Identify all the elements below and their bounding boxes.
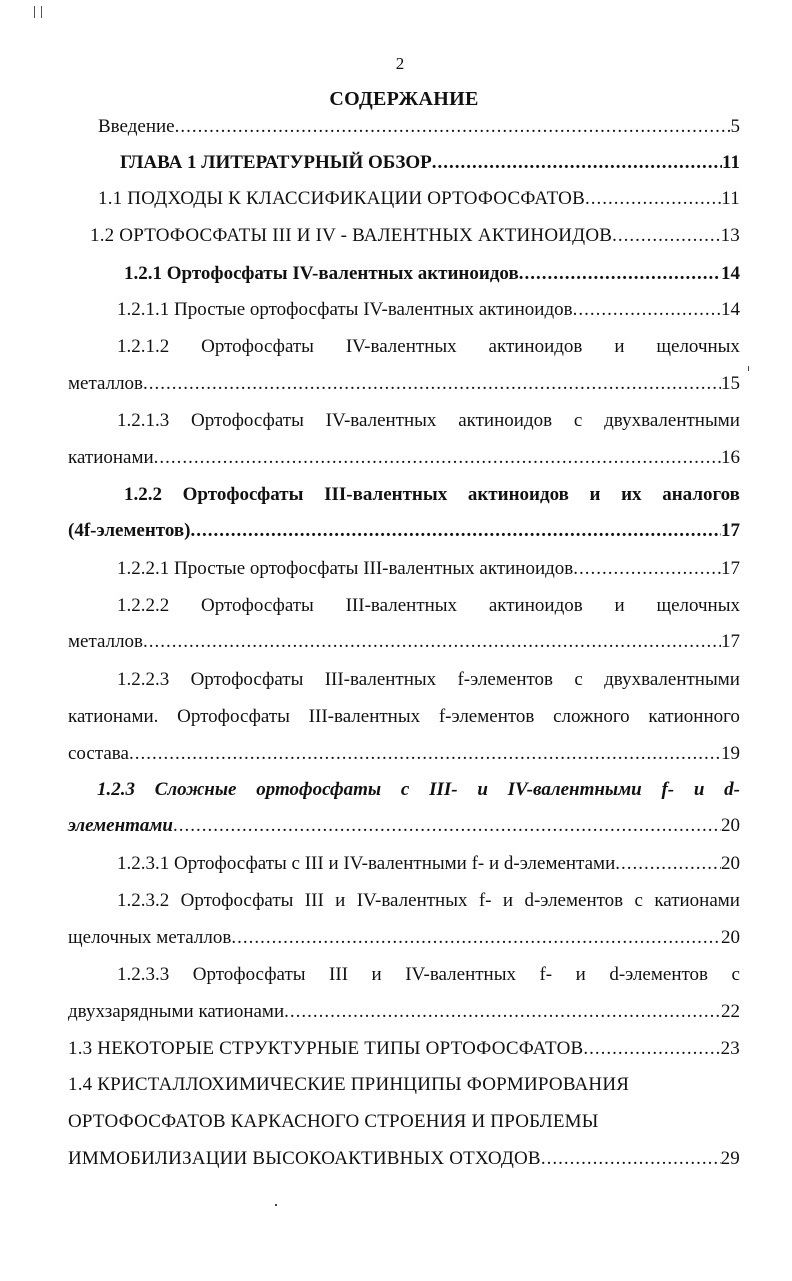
toc-entry-1-2-1-3[interactable] <box>117 410 740 432</box>
toc-word: 1.2.2.3 <box>117 669 170 690</box>
toc-dot-leader <box>175 116 731 138</box>
toc-entry-chapter-1[interactable] <box>120 152 740 174</box>
toc-entry-text: Введение <box>98 116 175 137</box>
toc-word: IV-валентных <box>405 964 516 985</box>
toc-entry-text: двухзарядными катионами <box>68 1001 285 1022</box>
toc-dot-leader <box>231 927 721 949</box>
toc-entry-1-1[interactable] <box>98 188 740 210</box>
toc-dot-leader <box>143 373 721 395</box>
toc-entry-1-2-3-1[interactable] <box>117 853 740 875</box>
toc-entry-text: элементами <box>68 815 173 836</box>
toc-page-number: 23 <box>720 1038 740 1059</box>
toc-entry-text: 1.2.2.1 Простые ортофосфаты III-валентных актиноидов <box>117 558 574 579</box>
toc-word: 1.2.3.2 <box>117 890 170 911</box>
toc-page-number: 17 <box>721 631 740 652</box>
toc-word: Ортофосфаты <box>201 336 314 357</box>
toc-page-number: 22 <box>721 1001 740 1022</box>
toc-dot-leader <box>585 188 721 210</box>
toc-entry-1-2-1-1[interactable] <box>117 299 740 321</box>
toc-dot-leader <box>173 815 721 837</box>
toc-word: сложного <box>553 706 630 727</box>
toc-entry-1-2-2-3-cont[interactable] <box>68 743 740 765</box>
page-title: СОДЕРЖАНИЕ <box>329 88 479 110</box>
toc-word: актиноидов <box>488 595 583 616</box>
toc-word: IV-валентных <box>356 890 468 911</box>
toc-word: щелочных <box>656 336 740 357</box>
toc-dot-leader <box>154 447 721 469</box>
toc-word: Ортофосфаты <box>192 964 306 985</box>
toc-word: f-элементов <box>438 706 535 727</box>
toc-page-number: 16 <box>721 447 740 468</box>
toc-entry-1-2-2-1[interactable] <box>117 558 740 580</box>
toc-word: 1.2.2 <box>124 484 162 505</box>
toc-entry-1-2-1-3-cont[interactable] <box>68 447 740 469</box>
toc-entry-text: металлов <box>68 631 144 652</box>
toc-word: актиноидов <box>467 484 569 505</box>
toc-entry-text: 1.3 НЕКОТОРЫЕ СТРУКТУРНЫЕ ТИПЫ ОРТОФОСФАТОВ <box>68 1038 584 1059</box>
toc-word: d-элементов <box>609 964 709 985</box>
toc-word: и <box>614 336 625 357</box>
toc-page-number: 11 <box>721 188 740 209</box>
toc-entry-text: состава <box>68 743 129 764</box>
toc-word: Ортофосфаты <box>177 706 290 727</box>
toc-word: III-валентных <box>324 484 448 505</box>
toc-entry-1-2-3-2-cont[interactable] <box>68 927 740 949</box>
page-number: 2 <box>395 54 405 73</box>
toc-page-number: 17 <box>721 558 740 579</box>
toc-dot-leader <box>615 853 721 875</box>
toc-word: IV-валентных <box>325 410 437 431</box>
toc-entry-text: 1.2.3.1 Ортофосфаты с III и IV-валентными f- и d-элементами <box>117 853 616 874</box>
toc-page-number: 14 <box>721 299 740 320</box>
toc-entry-text: 1.1 ПОДХОДЫ К КЛАССИФИКАЦИИ ОРТОФОСФАТОВ <box>98 188 585 209</box>
toc-word: Ортофосфаты <box>201 595 314 616</box>
toc-entry-text: (4f-элементов) <box>68 520 191 541</box>
toc-entry-1-2-3-3[interactable] <box>117 964 740 986</box>
toc-entry-1-2-2[interactable] <box>124 484 740 506</box>
toc-word: с <box>634 890 643 911</box>
toc-dot-leader <box>583 1038 720 1060</box>
toc-word: и <box>614 595 625 616</box>
toc-word: и <box>502 890 514 911</box>
toc-entry-text: катионами <box>68 447 154 468</box>
toc-word: Ортофосфаты <box>180 890 294 911</box>
toc-word: и <box>335 890 346 911</box>
toc-entry-1-2-1-2-cont[interactable] <box>68 373 740 395</box>
toc-entry-introduction[interactable] <box>98 116 740 138</box>
toc-dot-leader <box>612 225 720 247</box>
toc-page-number: 20 <box>721 927 740 948</box>
toc-word: III-валентных <box>324 669 437 690</box>
toc-word: 1.2.2.2 <box>117 595 170 616</box>
toc-word: III- <box>429 779 458 800</box>
toc-dot-leader <box>284 1001 721 1023</box>
toc-word: III <box>304 890 324 911</box>
toc-word: Ортофосфаты <box>182 484 304 505</box>
toc-dot-leader <box>573 299 721 321</box>
toc-entry-1-4-cont[interactable] <box>68 1148 740 1170</box>
toc-word: 1.2.3 <box>97 779 135 800</box>
toc-page-number: 19 <box>721 743 740 764</box>
toc-page-number: 17 <box>721 520 740 541</box>
toc-entry-text: щелочных металлов <box>68 927 232 948</box>
toc-word: актиноидов <box>488 336 583 357</box>
toc-word: III-валентных <box>345 595 458 616</box>
toc-dot-leader <box>432 152 722 174</box>
toc-dot-leader <box>129 743 721 765</box>
toc-word: Ортофосфаты <box>190 669 304 690</box>
toc-entry-text: ГЛАВА 1 ЛИТЕРАТУРНЫЙ ОБЗОР <box>120 152 432 173</box>
toc-page-number: 5 <box>730 116 740 137</box>
toc-page-number: 20 <box>721 853 740 874</box>
toc-word: ортофосфаты <box>256 779 382 800</box>
toc-dot-leader <box>573 558 721 580</box>
toc-word: f- <box>539 964 553 985</box>
toc-entry-text: металлов <box>68 373 144 394</box>
toc-word: f- <box>478 890 492 911</box>
toc-entry-1-2-3-cont[interactable] <box>68 815 740 837</box>
toc-word: d- <box>724 779 740 800</box>
toc-page-number: 15 <box>721 373 740 394</box>
toc-word: и <box>575 964 586 985</box>
toc-word: и <box>693 779 705 800</box>
toc-word: f- <box>661 779 675 800</box>
toc-word: с <box>731 964 740 985</box>
toc-word: двухвалентными <box>604 410 740 431</box>
toc-page-number: 14 <box>721 263 740 284</box>
toc-word: с <box>574 669 583 690</box>
toc-entry-text: 1.2.1.1 Простые ортофосфаты IV-валентных актиноидов <box>117 299 573 320</box>
toc-word: d-элементов <box>524 890 624 911</box>
toc-word: 1.2.3.3 <box>117 964 170 985</box>
toc-word: актиноидов <box>458 410 553 431</box>
toc-entry-1-4[interactable]: 1.4 КРИСТАЛЛОХИМИЧЕСКИЕ ПРИНЦИПЫ ФОРМИРОВАНИЯ <box>68 1074 630 1095</box>
toc-page-number: 20 <box>721 815 740 836</box>
toc-page-number: 13 <box>720 225 740 246</box>
toc-word: III <box>329 964 349 985</box>
toc-word: IV-валентными <box>507 779 642 800</box>
toc-page-number: 29 <box>720 1148 740 1169</box>
scan-speck <box>34 6 42 18</box>
toc-entry-1-2-1-2[interactable] <box>117 336 740 358</box>
toc-word: IV-валентных <box>345 336 457 357</box>
toc-word: катионами <box>654 890 740 911</box>
toc-word: 1.2.1.3 <box>117 410 170 431</box>
toc-dot-leader <box>541 1148 721 1170</box>
toc-entry-1-2-3[interactable] <box>97 779 740 801</box>
toc-entry-1-2-2-cont[interactable] <box>68 520 740 542</box>
toc-entry-1-2-1[interactable] <box>124 263 740 285</box>
scan-speck <box>275 1204 277 1206</box>
toc-entry-1-2-2-3[interactable] <box>117 669 740 691</box>
scan-speck <box>748 366 749 371</box>
toc-word: 1.2.1.2 <box>117 336 170 357</box>
toc-word: катионами. <box>68 706 159 727</box>
toc-word: Ортофосфаты <box>191 410 304 431</box>
toc-dot-leader <box>143 631 721 653</box>
toc-entry-text: 1.2 ОРТОФОСФАТЫ III И IV - ВАЛЕНТНЫХ АКТИНОИДОВ <box>90 225 613 246</box>
toc-word: и <box>477 779 488 800</box>
toc-word: аналогов <box>662 484 740 505</box>
toc-word: и <box>589 484 601 505</box>
toc-word: Сложные <box>154 779 237 800</box>
toc-dot-leader <box>190 520 721 542</box>
toc-word: их <box>621 484 642 505</box>
toc-word: и <box>371 964 382 985</box>
toc-word: III-валентных <box>308 706 421 727</box>
toc-word: f-элементов <box>457 669 554 690</box>
toc-word: двухвалентными <box>604 669 740 690</box>
toc-word: щелочных <box>656 595 740 616</box>
toc-entry-1-2-2-2[interactable] <box>117 595 740 617</box>
toc-entry-1-2-2-3-line2[interactable] <box>68 706 740 728</box>
toc-entry-1-2-3-3-cont[interactable] <box>68 1001 740 1023</box>
toc-page-number: 11 <box>722 152 740 173</box>
toc-entry-1-2-2-2-cont[interactable] <box>68 631 740 653</box>
toc-entry-text: 1.2.1 Ортофосфаты IV-валентных актиноидов <box>124 263 519 284</box>
toc-entry-1-2[interactable] <box>90 225 740 247</box>
toc-word: с <box>573 410 583 431</box>
toc-dot-leader <box>519 263 721 285</box>
toc-entry-1-3[interactable] <box>68 1038 740 1060</box>
toc-entry-1-4-line2: ОРТОФОСФАТОВ КАРКАСНОГО СТРОЕНИЯ И ПРОБЛЕМЫ <box>68 1111 599 1132</box>
toc-word: катионного <box>648 706 740 727</box>
toc-word: с <box>400 779 410 800</box>
toc-entry-text: ИММОБИЛИЗАЦИИ ВЫСОКОАКТИВНЫХ ОТХОДОВ <box>68 1148 541 1169</box>
toc-entry-1-2-3-2[interactable] <box>117 890 740 912</box>
